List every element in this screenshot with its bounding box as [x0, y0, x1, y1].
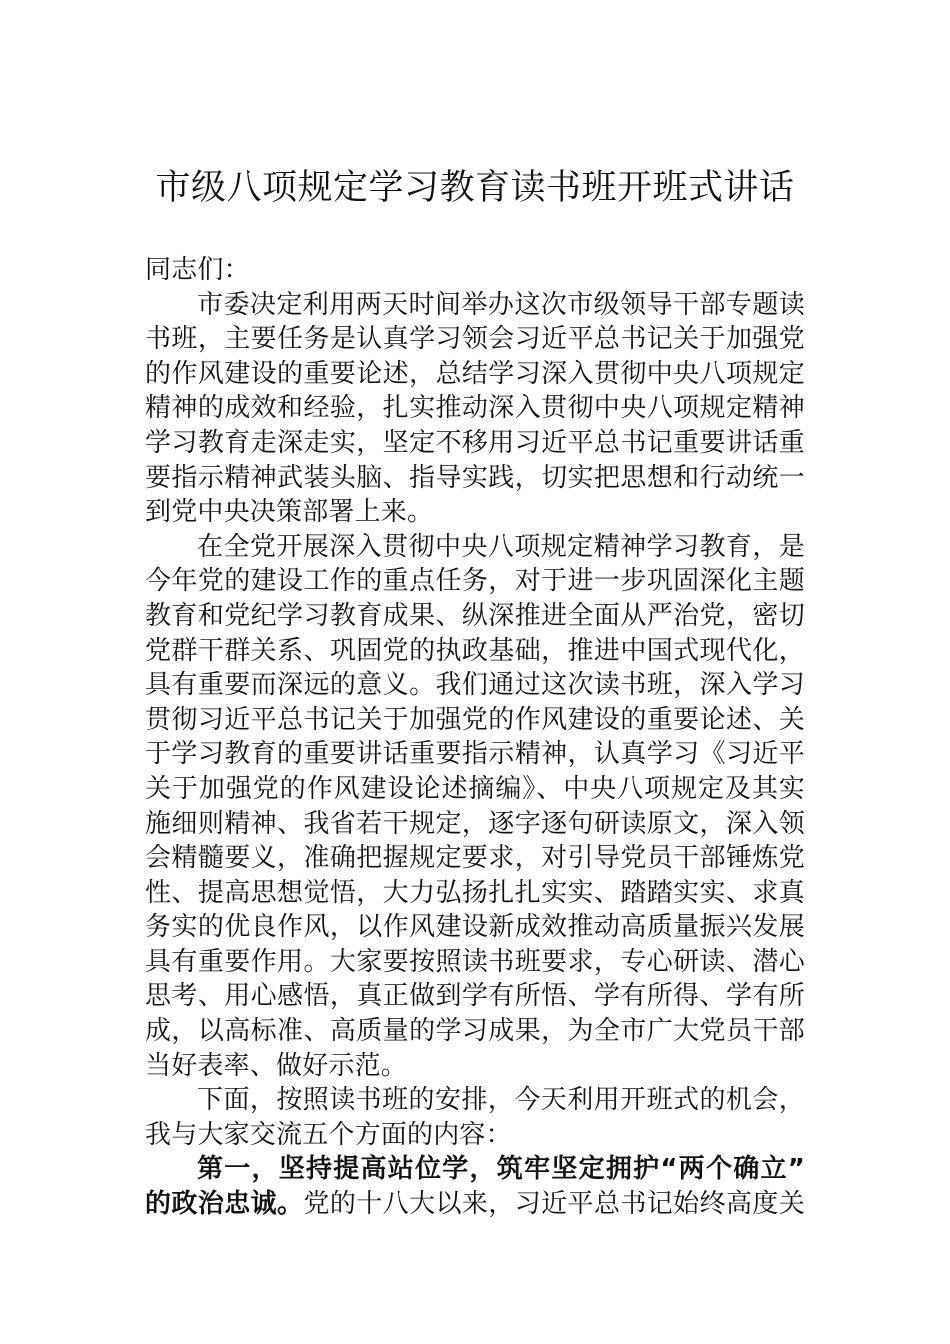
text-line: 成，以高标准、高质量的学习成果，为全市广大党员干部 — [145, 1016, 805, 1047]
text-line: 贯彻习近平总书记关于加强党的作风建设的重要论述、关 — [145, 704, 805, 735]
text-line: 施细则精神、我省若干规定，逐字逐句研读原文，深入领 — [145, 808, 805, 839]
document-body — [145, 253, 805, 1222]
text-line: 学习教育走深走实，坚定不移用习近平总书记重要讲话重 — [145, 427, 805, 458]
text-line: 党群干群关系、巩固党的执政基础，推进中国式现代化， — [145, 635, 805, 666]
text-line: 到党中央决策部署上来。 — [145, 497, 434, 528]
text-line: 务实的优良作风，以作风建设新成效推动高质量振兴发展 — [145, 912, 805, 943]
text-line: 的作风建设的重要论述，总结学习深入贯彻中央八项规定 — [145, 358, 805, 389]
text-line: 要指示精神武装头脑、指导实践，切实把思想和行动统一 — [145, 462, 805, 493]
text-line: 精神的成效和经验，扎实推动深入贯彻中央八项规定精神 — [145, 393, 805, 424]
paragraph-4 — [145, 1152, 805, 1221]
text-line-rest: 党的十八大以来，习近平总书记始终高度关 — [303, 1189, 805, 1220]
text-line: 下面，按照读书班的安排，今天利用开班式的机会， — [197, 1085, 805, 1116]
section-heading-line: 第一，坚持提高站位学，筑牢坚定拥护“两个确立” — [197, 1154, 805, 1185]
text-line: 具有重要作用。大家要按照读书班要求，专心研读、潜心 — [145, 946, 805, 977]
paragraph-2 — [145, 530, 805, 1084]
text-line: 教育和党纪学习教育成果、纵深推进全面从严治党，密切 — [145, 600, 805, 631]
text-line: 市委决定利用两天时间举办这次市级领导干部专题读 — [197, 289, 805, 320]
text-line: 思考、用心感悟，真正做到学有所悟、学有所得、学有所 — [145, 981, 805, 1012]
paragraph-3 — [145, 1083, 805, 1152]
greeting: 同志们： — [145, 255, 250, 285]
text-line: 我与大家交流五个方面的内容： — [145, 1119, 512, 1150]
text-line — [145, 1187, 805, 1222]
text-line: 书班，主要任务是认真学习领会习近平总书记关于加强党 — [145, 324, 805, 355]
text-line: 当好表率、做好示范。 — [145, 1050, 408, 1081]
text-line: 今年党的建设工作的重点任务，对于进一步巩固深化主题 — [145, 566, 805, 597]
text-line: 会精髓要义，准确把握规定要求，对引导党员干部锤炼党 — [145, 843, 805, 874]
text-line: 关于加强党的作风建设论述摘编》、中央八项规定及其实 — [145, 773, 805, 804]
text-line: 在全党开展深入贯彻中央八项规定精神学习教育，是 — [197, 531, 805, 562]
text-line: 具有重要而深远的意义。我们通过这次读书班，深入学习 — [145, 670, 805, 701]
text-line: 于学习教育的重要讲话重要指示精神，认真学习《习近平 — [145, 739, 805, 770]
paragraph-1 — [145, 288, 805, 530]
text-line: 性、提高思想觉悟，大力弘扬扎扎实实、踏踏实实、求真 — [145, 877, 805, 908]
section-heading-tail: 的政治忠诚。 — [145, 1189, 304, 1220]
document-title: 市级八项规定学习教育读书班开班式讲话 — [155, 168, 795, 208]
